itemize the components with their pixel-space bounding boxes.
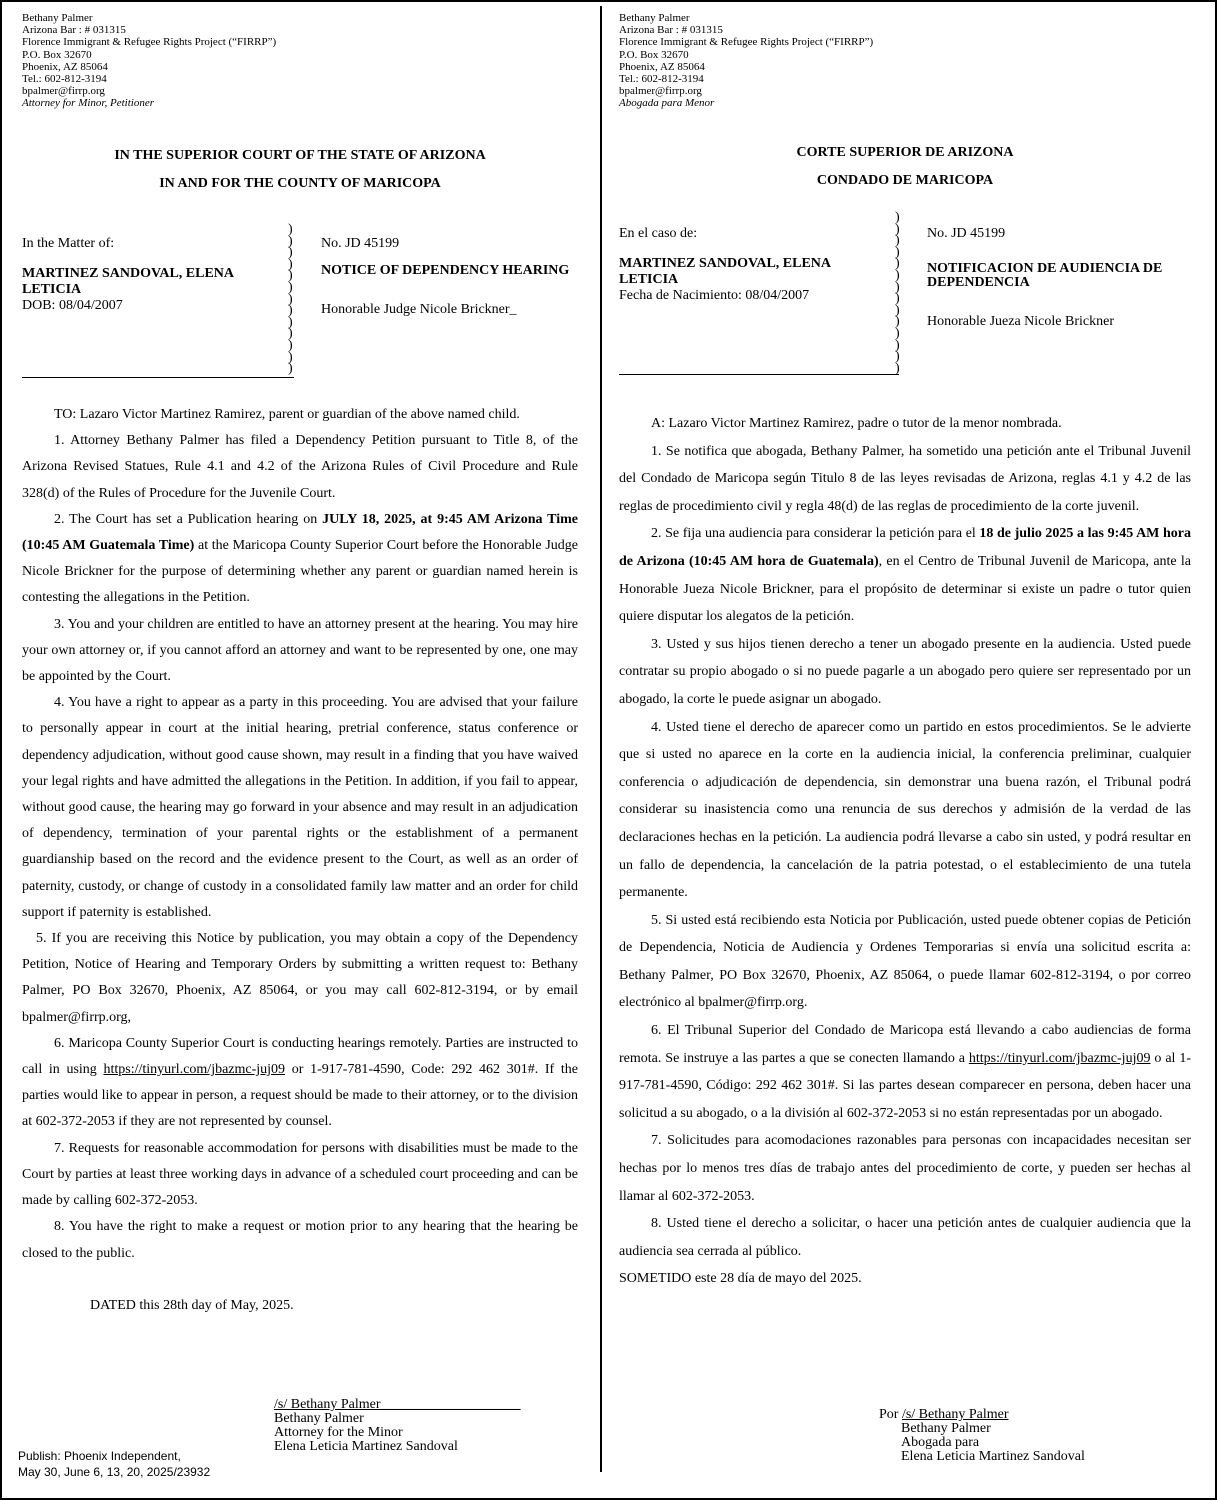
notice-title: NOTICE OF DEPENDENCY HEARING [321,263,570,278]
case-info [321,236,571,318]
po-box: P.O. Box 32670 [22,48,92,61]
column-divider [600,6,602,1472]
paragraph-7: 7. Solicitudes para acomodaciones razonables para personas con incapacidades necesitan ser hechas por lo menos tres días de trabajo antes del procedimiento de corte, y pueden ser hechas al llamar al 602-372-2053. [619,1133,1191,1204]
signature-line: /s/ Bethany Palmer____________________ [274,1397,521,1412]
notice-body-es [619,410,1191,1293]
paragraph-3: 3. You and your children are entitled to have an attorney present at the hearing. You may hire your own attorney or, if you cannot afford an attorney and want to be represented by one, one may be appointed by the Court. [22,616,578,685]
por-label: Por [879,1407,902,1422]
date-of-birth: Fecha de Nacimiento: 08/04/2007 [619,288,810,303]
case-number: No. JD 45199 [321,236,400,251]
paragraph-1: 1. Se notifica que abogada, Bethany Palmer, ha sometido una petición ante el Tribunal Juvenil del Condado de Maricopa según Titulo 8 de las leyes revisadas de Arizona, reglas 4.1 y 4.2 de las reglas de procedimiento civil y regla 48(d) de las reglas de procedimiento de la corte juvenil. [619,443,1191,514]
telephone: Tel.: 602-812-3194 [22,73,107,86]
telephone: Tel.: 602-812-3194 [619,73,704,86]
attorney-role: Abogada para Menor [619,97,715,110]
paragraph-4: 4. Usted tiene el derecho de aparecer como un partido en estos procedimientos. Se le advierte que si usted no aparece en la corte en la audiencia inicial, la conferencia preliminar, cualquier conferencia o adjudicación de dependencia, sin demonstrar una buena razón, el Tribunal podrá considerar su inasistencia como una renuncia de sus derechos y admisión de la verdad de las declaraciones hechas en la petición. La audiencia podrá llevarse a cabo sin usted, y podrá resultar en un fallo de dependencia, la cancelación de la patria potestad, o el establecimiento de una tutela permanente. [619,719,1191,901]
caption-parens: ) ) ) ) ) ) ) ) ) ) ) ) ) ) [895,210,900,376]
remote-hearing-link[interactable]: https://tinyurl.com/jbazmc-juj09 [968,1050,1151,1066]
to-line: A: Lazaro Victor Martinez Ramirez, padre o tutor de la menor nombrada. [651,416,1062,431]
bar-number: Arizona Bar : # 031315 [619,24,723,37]
paragraph-3: 3. Usted y sus hijos tienen derecho a tener un abogado presente en la audiencia. Usted puede contratar su propio abogado o si no puede pagarle a un abogado pero quiere ser representado por un abogado, la corte le puede asignar un abogado. [619,636,1191,707]
organization: Florence Immigrant & Refugee Rights Project (“FIRRP”) [619,36,874,49]
case-info-es [927,226,1189,330]
hearing-datetime: JULY 18, 2025, at 9:45 AM Arizona Time (10:45 AM Guatemala Time) [22,511,578,554]
organization: Florence Immigrant & Refugee Rights Project (“FIRRP”) [22,36,277,49]
judge-name: Honorable Jueza Nicole Brickner [927,314,1114,329]
attorney-role: Attorney for Minor, Petitioner [22,97,154,110]
judge-name: Honorable Judge Nicole Brickner_ [321,302,517,317]
paragraph-4: 4. You have a right to appear as a party in this proceeding. You are advised that your failure to personally appear in court at the initial hearing, pretrial conference, status conference or dependency adjudication, without good cause shown, may result in a finding that you have waived your legal rights and have admitted the allegations in the Petition. In addition, if you fail to appear, without good cause, the hearing may go forward in your absence and may result in an adjudication of dependency, termination of your parental rights or the establishment of a permanent guardianship based on the record and the evidence present to the Court, as well as an order of paternity, custody, or change of custody in a consolidated family law matter and an order for child support if paternity is established. [22,695,578,920]
spanish-column [619,2,1191,1498]
paragraph-5: 5. If you are receiving this Notice by publication, you may obtain a copy of the Dependency Petition, Notice of Hearing and Temporary Orders by submitting a written request to: Bethany Palmer, PO Box 32670, Phoenix, AZ 85064, or you may call 602-812-3194, or by email bpalmer@firrp.org, [22,931,578,1025]
dated-line: SOMETIDO este 28 día de mayo del 2025. [619,1271,862,1287]
email: bpalmer@firrp.org [22,85,105,98]
remote-hearing-link[interactable]: https://tinyurl.com/jbazmc-juj09 [103,1062,286,1078]
email: bpalmer@firrp.org [619,85,702,98]
party-name: MARTINEZ SANDOVAL, ELENA LETICIA [619,256,831,287]
signer-name: Bethany Palmer [274,1411,364,1426]
paragraph-2: 2. Se fija una audiencia para considerar la petición para el 18 de julio 2025 a las 9:45 AM hora de Arizona (10:45 AM hora de Guatemala), en el Centro de Tribunal Juvenil de Maricopa, ante la Honorable Jueza Nicole Brickner, para el propósito de determinar si existe un padre o tutor quien quiere disputar los alegatos de la petición. [619,526,1191,625]
city-state: Phoenix, AZ 85064 [619,60,705,73]
court-title [22,147,578,203]
caption-rule [22,377,294,378]
signer-role: Abogada para [901,1435,980,1450]
paragraph-8: 8. Usted tiene el derecho a solicitar, o hacer una petición antes de cualquier audiencia que la audiencia sea cerrada al público. [619,1216,1191,1259]
signer-name: Bethany Palmer [901,1421,991,1436]
court-line-2: CONDADO DE MARICOPA [816,173,994,188]
caption-parens: ) ) ) ) ) ) ) ) ) ) ) ) ) [288,222,293,377]
party-name: MARTINEZ SANDOVAL, ELENA LETICIA [22,266,234,297]
paragraph-1: 1. Attorney Bethany Palmer has filed a Dependency Petition pursuant to Title 8, of the Arizona Revised Statues, Rule 4.1 and 4.2 of the Arizona Rules of Civil Procedure and Rule 328(d) of the Rules of Procedure for the Juvenile Court. [22,433,578,501]
court-line-2: IN AND FOR THE COUNTY OF MARICOPA [159,176,441,191]
notice-body [22,402,578,1319]
signer-role: Attorney for the Minor [274,1425,403,1440]
publication-notice [18,1448,210,1480]
attorney-name: Bethany Palmer [619,12,690,24]
hearing-datetime: 18 de julio 2025 a las 9:45 AM hora de Arizona (10:45 AM hora de Guatemala) [619,526,1191,569]
po-box: P.O. Box 32670 [619,48,689,61]
city-state: Phoenix, AZ 85064 [22,60,108,73]
court-line-1: IN THE SUPERIOR COURT OF THE STATE OF ARIZONA [114,148,486,163]
client-name: Elena Leticia Martinez Sandoval [274,1439,458,1454]
court-line-1: CORTE SUPERIOR DE ARIZONA [796,145,1014,160]
signature-line: /s/ Bethany Palmer [901,1407,1009,1422]
case-caption [22,236,272,314]
attorney-name: Bethany Palmer [22,12,93,24]
matter-label: In the Matter of: [22,236,115,251]
caption-rule [619,374,899,375]
case-number: No. JD 45199 [927,226,1006,241]
paragraph-2: 2. The Court has set a Publication hearing on JULY 18, 2025, at 9:45 AM Arizona Time (10:45 AM Guatemala Time) at the Maricopa County Superior Court before the Honorable Judge Nicole Brickner for the purpose of determining whether any parent or guardian named herein is contesting the allegations in the Petition. [22,511,578,606]
matter-label: En el caso de: [619,226,698,241]
paragraph-6: 6. El Tribunal Superior del Condado de Maricopa está llevando a cabo audiencias de forma remota. Se instruye a las partes a que se conecten llamando a https://tinyurl.com/jbazmc-juj09 o al 1-917-781-4590, Código: 292 462 301#. Si las partes desean comparecer en persona, deben hacer una solicitud a su abogado, o a la división al 602-372-2053 si no están representadas por un abogado. [619,1023,1191,1121]
publication-line-2: May 30, June 6, 13, 20, 2025/23932 [18,1465,211,1479]
paragraph-8: 8. You have the right to make a request or motion prior to any hearing that the hearing be closed to the public. [22,1219,578,1261]
signature-block-es [879,1408,1085,1464]
signature-block [274,1398,521,1454]
paragraph-5: 5. Si usted está recibiendo esta Noticia por Publicación, usted puede obtener copias de Petición de Dependencia, Noticia de Audiencia y Ordenes Temporarias si envía una solicitud escrita a: Bethany Palmer, PO Box 32670, Phoenix, AZ 85064, o puede llamar 602-812-3194, o por correo electrónico al bpalmer@firrp.org. [619,912,1191,1011]
attorney-header [22,12,276,110]
attorney-header-es [619,12,873,110]
dated-line: DATED this 28th day of May, 2025. [90,1297,294,1313]
to-line: TO: Lazaro Victor Martinez Ramirez, parent or guardian of the above named child. [54,407,520,422]
bar-number: Arizona Bar : # 031315 [22,24,126,37]
paragraph-6: 6. Maricopa County Superior Court is conducting hearings remotely. Parties are instructed to call in using https://tinyurl.com/jbazmc-juj09 or 1-917-781-4590, Code: 292 462 301#. If the parties would like to appear in person, a request should be made to their attorney, or to the division at 602-372-2053 if they are not represented by counsel. [22,1035,578,1130]
paragraph-7: 7. Requests for reasonable accommodation for persons with disabilities must be made to the Court by parties at least three working days in advance of a scheduled court proceeding and can be made by calling 602-372-2053. [22,1140,578,1209]
case-caption-es [619,226,879,304]
publication-line-1: Publish: Phoenix Independent, [18,1449,181,1463]
english-column [22,2,578,1498]
client-name: Elena Leticia Martinez Sandoval [901,1449,1085,1464]
date-of-birth: DOB: 08/04/2007 [22,298,123,313]
court-title-es [619,144,1191,200]
notice-title: NOTIFICACION DE AUDIENCIA DE DEPENDENCIA [927,261,1163,290]
